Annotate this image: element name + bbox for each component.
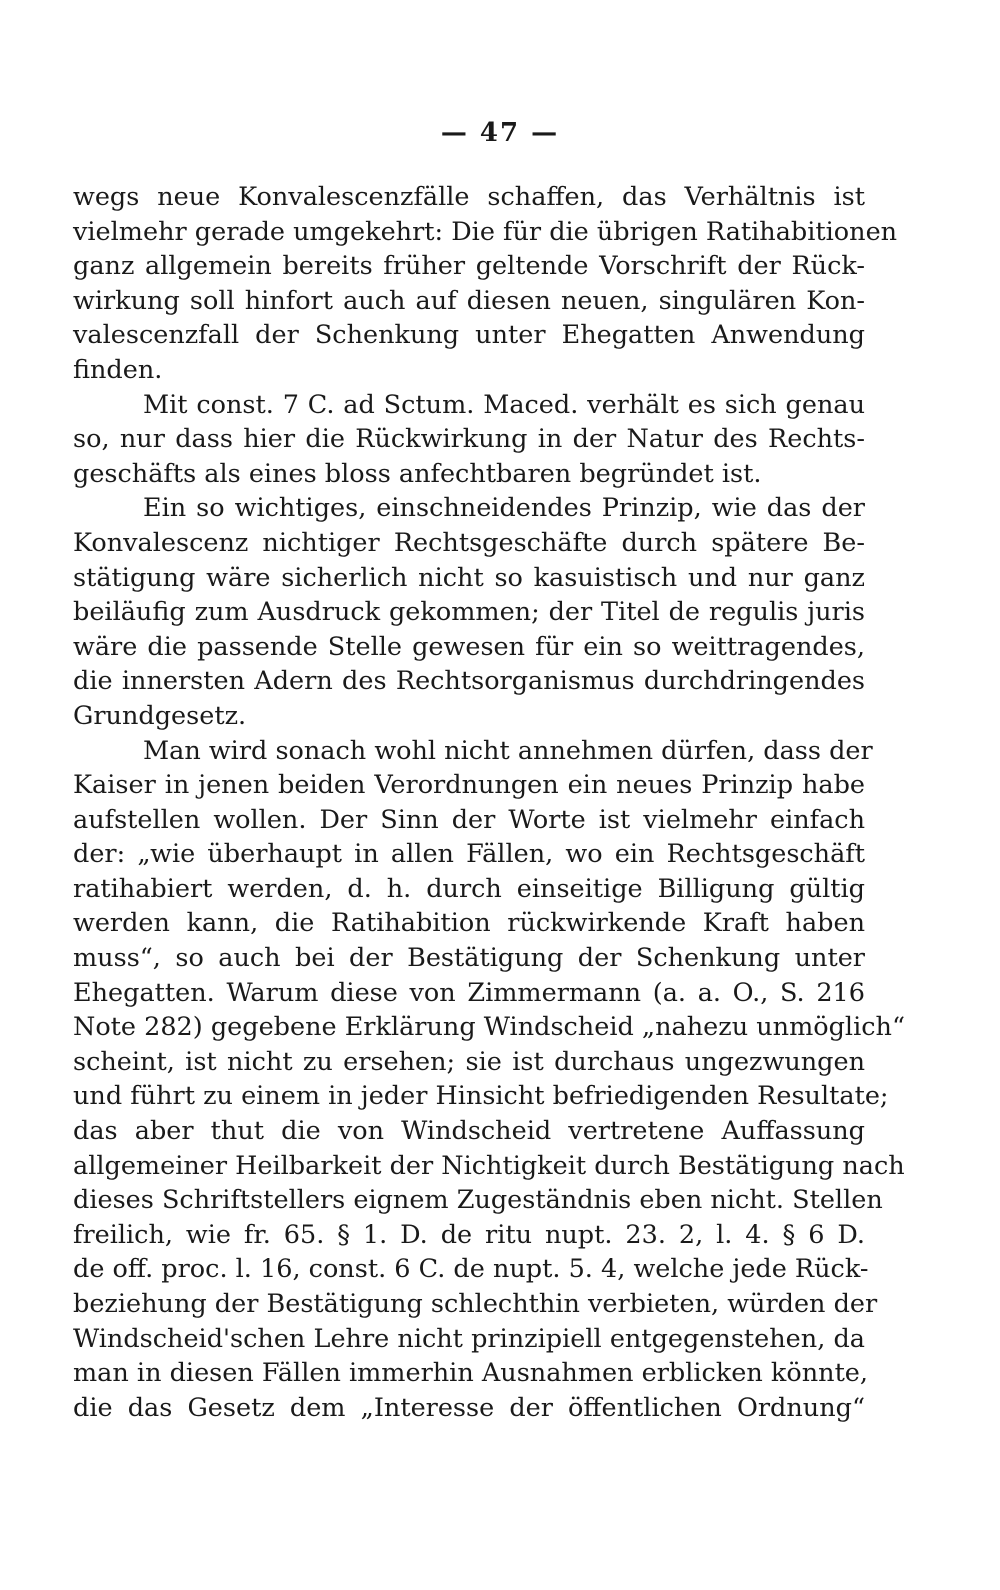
text-line: Man wird sonach wohl nicht annehmen dürfen, dass der <box>143 735 873 766</box>
text-line: ganz allgemein bereits früher geltende Vorschrift der Rück- <box>73 251 865 282</box>
text-line: freilich, wie fr. 65. § 1. D. de ritu nupt. 23. 2, l. 4. § 6 D. <box>73 1219 865 1250</box>
text-line: stätigung wäre sicherlich nicht so kasuistisch und nur ganz <box>73 562 865 593</box>
text-line: und führt zu einem in jeder Hinsicht befriedigenden Resultate; <box>73 1081 889 1112</box>
text-line: wäre die passende Stelle gewesen für ein so weittragendes, <box>73 631 865 662</box>
text-line: ratihabiert werden, d. h. durch einseitige Billigung gültig <box>73 873 865 904</box>
page-number: — 47 — <box>440 118 560 148</box>
text-line: Kaiser in jenen beiden Verordnungen ein neues Prinzip habe <box>73 770 865 801</box>
text-line: das aber thut die von Windscheid vertretene Auffassung <box>73 1116 865 1147</box>
text-line: der: „wie überhaupt in allen Fällen, wo ein Rechtsgeschäft <box>73 839 865 870</box>
text-line: so, nur dass hier die Rückwirkung in der Natur des Rechts- <box>73 424 865 455</box>
text-line: Ehegatten. Warum diese von Zimmermann (a. a. O., S. 216 <box>73 977 865 1008</box>
text-line: wegs neue Konvalescenzfälle schaffen, das Verhältnis ist <box>73 182 865 212</box>
text-line: Note 282) gegebene Erklärung Windscheid „nahezu unmöglich“ <box>73 1012 905 1043</box>
text-line: vielmehr gerade umgekehrt: Die für die übrigen Ratihabitionen <box>73 216 898 247</box>
text-line: de off. proc. l. 16, const. 6 C. de nupt. 5. 4, welche jede Rück- <box>73 1254 869 1285</box>
text-line: wirkung soll hinfort auch auf diesen neuen, singulären Kon- <box>73 285 865 316</box>
text-line: geschäfts als eines bloss anfechtbaren begründet ist. <box>73 458 762 489</box>
paragraph-4 <box>73 734 905 1426</box>
text-line: Ein so wichtiges, einschneidendes Prinzip, wie das der <box>143 493 865 524</box>
text-line: Mit const. 7 C. ad Sctum. Maced. verhält es sich genau <box>143 389 865 420</box>
text-line: aufstellen wollen. Der Sinn der Worte ist vielmehr einfach <box>73 804 865 835</box>
paragraph-2 <box>73 388 865 492</box>
body-text <box>73 180 905 1425</box>
text-line: muss“, so auch bei der Bestätigung der Schenkung unter <box>73 943 865 974</box>
text-line: scheint, ist nicht zu ersehen; sie ist durchaus ungezwungen <box>73 1046 865 1077</box>
paragraph-1 <box>73 180 898 388</box>
text-line: beiläufig zum Ausdruck gekommen; der Titel de regulis juris <box>73 597 865 628</box>
text-line: valescenzfall der Schenkung unter Ehegatten Anwendung <box>73 320 865 351</box>
text-line: beziehung der Bestätigung schlechthin verbieten, würden der <box>73 1289 878 1319</box>
text-line: die das Gesetz dem „Interesse der öffentlichen Ordnung“ <box>73 1392 865 1423</box>
text-line: man in diesen Fällen immerhin Ausnahmen erblicken könnte, <box>73 1358 869 1389</box>
text-line: Windscheid'schen Lehre nicht prinzipiell entgegenstehen, da <box>73 1323 865 1354</box>
text-line: die innersten Adern des Rechtsorganismus durchdringendes <box>73 666 865 697</box>
text-line: Grundgesetz. <box>73 700 247 731</box>
text-line: dieses Schriftstellers eignem Zugeständnis eben nicht. Stellen <box>73 1185 883 1216</box>
text-line: allgemeiner Heilbarkeit der Nichtigkeit durch Bestätigung nach <box>73 1150 905 1181</box>
text-line: finden. <box>73 354 163 385</box>
paragraph-3 <box>73 491 865 733</box>
text-line: werden kann, die Ratihabition rückwirkende Kraft haben <box>73 908 865 939</box>
text-line: Konvalescenz nichtiger Rechtsgeschäfte durch spätere Be- <box>73 527 865 558</box>
